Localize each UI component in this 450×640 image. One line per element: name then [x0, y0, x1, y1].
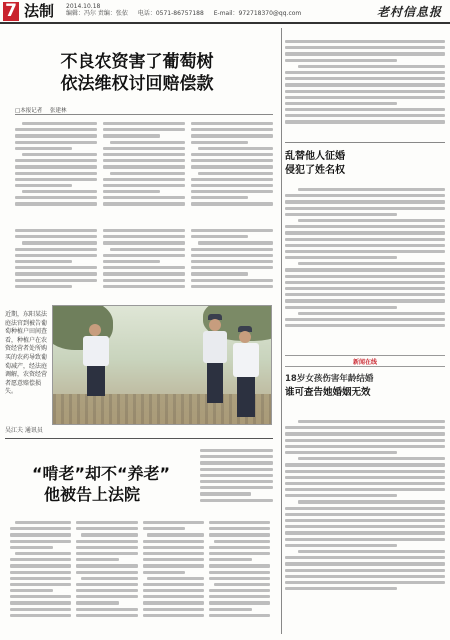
text-line	[285, 569, 445, 572]
body-column	[15, 229, 97, 303]
text-line	[209, 521, 270, 524]
text-line	[191, 122, 273, 125]
text-line	[285, 544, 397, 547]
email-info: E-mail：972718370@qq.com	[213, 10, 302, 17]
story2-intro	[200, 449, 273, 517]
story4-headline-line1: 18岁女孩伤害年龄结婚	[285, 374, 374, 384]
body-column	[10, 521, 71, 636]
text-line	[285, 488, 445, 491]
text-line	[15, 159, 97, 162]
text-line	[191, 248, 273, 251]
text-line	[103, 159, 185, 162]
text-line	[147, 533, 203, 536]
text-line	[143, 546, 204, 549]
text-line	[285, 287, 445, 290]
text-line	[209, 595, 270, 598]
body-column	[103, 122, 185, 226]
text-line	[285, 494, 397, 497]
text-line	[285, 207, 445, 210]
byline-rule	[15, 114, 273, 115]
text-line	[209, 564, 270, 567]
banner-title: 新闻在线	[352, 359, 377, 366]
column-divider	[281, 28, 282, 634]
text-line	[143, 614, 204, 617]
body-column	[191, 122, 273, 226]
photo-caption: 近期，东阳某法庭法官到被告葡萄种植户田间查看，种植户在农资经营者处所购买的农药导致葡萄减产，经法庭调解，农资经营者愿意赔偿损失。	[5, 311, 48, 396]
text-line	[10, 601, 71, 604]
text-line	[285, 71, 445, 74]
text-line	[15, 279, 97, 282]
text-line	[103, 178, 185, 181]
text-line	[209, 527, 270, 530]
text-line	[298, 262, 445, 265]
text-line	[191, 184, 273, 187]
text-line	[285, 562, 445, 565]
text-line	[209, 589, 270, 592]
section-divider	[5, 438, 273, 439]
text-line	[103, 202, 185, 205]
text-line	[200, 486, 273, 489]
text-line	[285, 102, 397, 105]
text-line	[198, 172, 273, 175]
photo-author: 吴江夫 通讯员	[5, 427, 43, 434]
text-line	[209, 533, 270, 536]
text-line	[22, 241, 97, 244]
text-line	[76, 614, 137, 617]
text-line	[191, 196, 248, 199]
text-line	[76, 583, 137, 586]
body-column	[76, 521, 137, 636]
text-line	[10, 540, 71, 543]
text-line	[200, 461, 273, 464]
text-line	[209, 608, 252, 611]
text-line	[15, 272, 97, 275]
text-line	[198, 147, 273, 150]
text-line	[285, 507, 445, 510]
text-line	[15, 184, 72, 187]
text-line	[15, 521, 71, 524]
main-byline	[15, 106, 72, 114]
text-line	[200, 455, 273, 458]
text-line	[191, 254, 273, 257]
text-line	[15, 248, 97, 251]
text-line	[110, 172, 185, 175]
text-line	[103, 190, 160, 193]
text-line	[298, 65, 445, 68]
text-line	[103, 122, 185, 125]
text-line	[285, 293, 445, 296]
text-line	[285, 40, 445, 43]
text-line	[191, 285, 273, 288]
phone-info: 电话：0571-86757188	[137, 10, 204, 17]
text-line	[285, 538, 445, 541]
text-line	[22, 153, 97, 156]
story3-headline-line1: 乱替他人征婚	[285, 151, 345, 162]
text-line	[15, 266, 97, 269]
story2-headline-line1: “啃老”却不“养老”	[32, 464, 171, 483]
text-line	[103, 235, 185, 238]
text-line	[10, 583, 71, 586]
text-line	[76, 558, 119, 561]
text-line	[15, 202, 97, 205]
text-line	[298, 457, 445, 460]
story3-body	[285, 188, 445, 348]
text-line	[143, 540, 204, 543]
text-line	[143, 595, 204, 598]
text-line	[103, 196, 185, 199]
text-line	[191, 279, 273, 282]
text-line	[285, 250, 445, 253]
right-top-body	[285, 40, 445, 132]
text-line	[285, 432, 445, 435]
text-line	[15, 165, 97, 168]
story2-body	[10, 521, 270, 636]
body-column	[191, 229, 273, 303]
text-line	[143, 601, 204, 604]
text-line	[285, 525, 445, 528]
body-column	[103, 229, 185, 303]
text-line	[191, 190, 273, 193]
text-line	[81, 577, 137, 580]
text-line	[285, 575, 445, 578]
text-line	[191, 134, 273, 137]
text-line	[285, 556, 445, 559]
text-line	[285, 299, 445, 302]
text-line	[76, 601, 119, 604]
text-line	[298, 420, 445, 423]
text-line	[15, 235, 97, 238]
text-line	[76, 608, 137, 611]
text-line	[209, 552, 270, 555]
text-line	[285, 120, 445, 123]
text-line	[285, 52, 445, 55]
text-line	[285, 225, 445, 228]
text-line	[76, 521, 137, 524]
byline-source: □本报记者	[15, 108, 43, 114]
text-line	[15, 229, 97, 232]
text-line	[285, 470, 445, 473]
text-line	[143, 571, 186, 574]
text-line	[143, 521, 204, 524]
text-line	[209, 577, 270, 580]
text-line	[10, 533, 71, 536]
text-line	[285, 244, 445, 247]
text-line	[209, 601, 270, 604]
text-line	[200, 449, 273, 452]
text-line	[110, 141, 185, 144]
text-line	[76, 540, 137, 543]
text-line	[285, 231, 445, 234]
text-line	[285, 77, 445, 80]
page-number: 7	[3, 2, 19, 21]
text-line	[200, 499, 273, 502]
text-line	[200, 480, 273, 483]
text-line	[209, 614, 270, 617]
text-line	[285, 324, 445, 327]
story3-headline-line2: 侵犯了姓名权	[285, 165, 345, 176]
text-line	[191, 266, 273, 269]
text-line	[143, 552, 204, 555]
text-line	[191, 272, 248, 275]
text-line	[103, 254, 185, 257]
text-line	[285, 59, 397, 62]
text-line	[22, 122, 97, 125]
text-line	[285, 200, 445, 203]
text-line	[103, 165, 185, 168]
text-line	[15, 178, 97, 181]
text-line	[285, 46, 445, 49]
text-line	[103, 241, 185, 244]
text-line	[10, 527, 71, 530]
text-line	[285, 531, 445, 534]
text-line	[285, 318, 445, 321]
story3-rule	[285, 142, 445, 143]
main-headline-line1: 不良农资害了葡萄树	[60, 52, 214, 72]
text-line	[200, 474, 273, 477]
text-line	[285, 581, 445, 584]
text-line	[191, 159, 273, 162]
text-line	[103, 229, 185, 232]
text-line	[15, 147, 72, 150]
text-line	[209, 571, 270, 574]
text-line	[76, 589, 137, 592]
text-line	[191, 202, 273, 205]
text-line	[209, 558, 252, 561]
text-line	[200, 492, 251, 495]
text-line	[285, 83, 445, 86]
text-line	[285, 213, 397, 216]
header-meta	[66, 3, 309, 17]
text-line	[15, 141, 97, 144]
main-story-body	[15, 122, 273, 226]
text-line	[285, 114, 445, 117]
text-line	[103, 279, 185, 282]
text-line	[298, 219, 445, 222]
text-line	[76, 552, 137, 555]
text-line	[285, 476, 445, 479]
text-line	[143, 589, 204, 592]
editor-info: 编辑：冯尔 责编：张依	[66, 10, 128, 17]
main-story-body-continued	[15, 229, 273, 303]
text-line	[285, 108, 445, 111]
text-line	[15, 260, 72, 263]
text-line	[285, 238, 445, 241]
text-line	[285, 451, 397, 454]
text-line	[285, 426, 445, 429]
text-line	[76, 595, 137, 598]
text-line	[198, 241, 273, 244]
text-line	[143, 608, 204, 611]
text-line	[10, 589, 53, 592]
text-line	[10, 571, 71, 574]
text-line	[285, 482, 445, 485]
text-line	[191, 229, 273, 232]
text-line	[15, 254, 97, 257]
text-line	[285, 268, 445, 271]
text-line	[143, 558, 204, 561]
text-line	[103, 128, 185, 131]
text-line	[103, 147, 185, 150]
header-rule	[0, 22, 450, 24]
text-line	[285, 445, 445, 448]
text-line	[15, 172, 97, 175]
text-line	[76, 546, 137, 549]
text-line	[10, 564, 71, 567]
text-line	[103, 266, 185, 269]
text-line	[214, 540, 270, 543]
text-line	[285, 281, 445, 284]
text-line	[22, 190, 97, 193]
text-line	[15, 134, 97, 137]
byline-name: 张建林	[49, 108, 67, 114]
text-line	[15, 128, 97, 131]
text-line	[10, 558, 71, 561]
body-column	[209, 521, 270, 636]
text-line	[191, 153, 273, 156]
text-line	[285, 306, 397, 309]
text-line	[81, 533, 137, 536]
text-line	[103, 285, 185, 288]
text-line	[285, 194, 445, 197]
text-line	[10, 614, 71, 617]
text-line	[10, 577, 71, 580]
text-line	[76, 564, 137, 567]
text-line	[15, 285, 72, 288]
story3-headline	[285, 150, 445, 178]
text-line	[298, 550, 445, 553]
body-column	[15, 122, 97, 226]
main-headline	[17, 51, 257, 95]
page-header	[0, 0, 450, 27]
text-line	[209, 546, 270, 549]
text-line	[103, 134, 160, 137]
text-line	[143, 564, 204, 567]
text-line	[298, 188, 445, 191]
text-line	[103, 272, 185, 275]
body-column	[143, 521, 204, 636]
text-line	[298, 312, 445, 315]
text-line	[191, 260, 273, 263]
text-line	[200, 468, 273, 471]
text-line	[285, 275, 445, 278]
text-line	[285, 90, 445, 93]
newspaper-name: 老村信息报	[376, 5, 442, 19]
text-line	[191, 235, 248, 238]
text-line	[143, 527, 186, 530]
text-line	[15, 196, 97, 199]
text-line	[103, 260, 160, 263]
text-line	[15, 552, 71, 555]
text-line	[110, 248, 185, 251]
story4-headline	[285, 373, 445, 399]
news-photo	[52, 305, 272, 425]
story4-body	[285, 420, 445, 632]
main-headline-line2: 依法维权讨回赔偿款	[60, 74, 214, 94]
text-line	[285, 256, 397, 259]
story2-headline-line2: 他被告上法院	[44, 485, 141, 504]
story2-headline	[32, 463, 212, 505]
text-line	[76, 527, 137, 530]
text-line	[76, 571, 137, 574]
text-line	[191, 141, 248, 144]
text-line	[285, 439, 445, 442]
story4-headline-line2: 谁可查告她婚姻无效	[285, 387, 371, 398]
text-line	[147, 577, 203, 580]
text-line	[143, 583, 204, 586]
text-line	[285, 96, 445, 99]
text-line	[285, 513, 445, 516]
text-line	[10, 595, 71, 598]
text-line	[191, 178, 273, 181]
text-line	[285, 519, 445, 522]
text-line	[103, 184, 185, 187]
text-line	[191, 128, 273, 131]
text-line	[285, 587, 397, 590]
text-line	[285, 463, 445, 466]
text-line	[10, 546, 53, 549]
issue-date: 2014.10.18	[66, 3, 101, 10]
text-line	[103, 153, 185, 156]
text-line	[214, 583, 270, 586]
text-line	[298, 500, 445, 503]
section-title: 法制	[24, 2, 55, 20]
column-banner	[285, 355, 445, 367]
text-line	[191, 165, 273, 168]
text-line	[10, 608, 71, 611]
